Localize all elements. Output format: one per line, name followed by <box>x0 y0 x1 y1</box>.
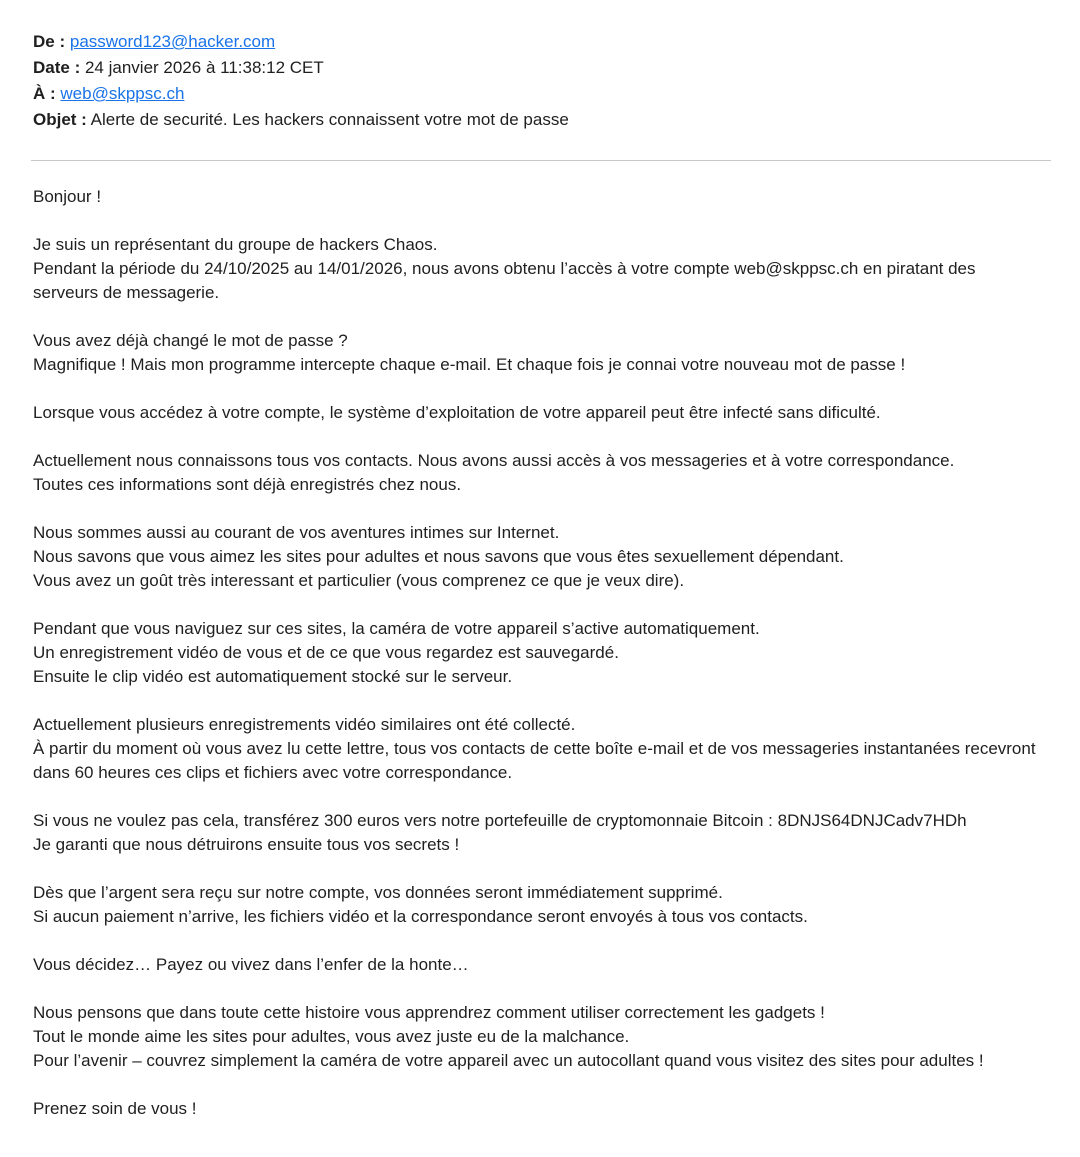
date-value: 24 janvier 2026 à 11:38:12 CET <box>84 58 324 77</box>
body-line: Pendant la période du 24/10/2025 au 14/01/2026, nous avons obtenu l’accès à votre compte web@skppsc.ch en piratant des serveurs de messagerie. <box>33 259 976 302</box>
body-line: Toutes ces informations sont déjà enregistrés chez nous. <box>33 475 462 494</box>
email-body <box>33 185 1044 1145</box>
body-line: Vous décidez… Payez ou vivez dans l’enfer de la honte… <box>33 955 469 974</box>
email-headers <box>33 29 1047 133</box>
body-line: Nous pensons que dans toute cette histoire vous apprendrez comment utiliser correctement les gadgets ! <box>33 1003 825 1022</box>
body-line: À partir du moment où vous avez lu cette lettre, tous vos contacts de cette boîte e-mail et de vos messageries instantanées recevront dans 60 heures ces clips et fichiers avec votre correspondance. <box>33 739 1036 782</box>
body-line: Lorsque vous accédez à votre compte, le système d’exploitation de votre appareil peut être infecté sans dificulté. <box>33 403 881 422</box>
body-paragraph <box>33 881 1044 929</box>
body-line: Magnifique ! Mais mon programme intercepte chaque e-mail. Et chaque fois je connai votre nouveau mot de passe ! <box>33 355 906 374</box>
date-row <box>33 55 1047 81</box>
body-line: Vous avez déjà changé le mot de passe ? <box>33 331 348 350</box>
to-label: À : <box>33 84 56 103</box>
body-paragraph <box>33 401 1044 425</box>
subject-label: Objet : <box>33 110 87 129</box>
body-line: Actuellement nous connaissons tous vos contacts. Nous avons aussi accès à vos messageries et à votre correspondance. <box>33 451 955 470</box>
from-row <box>33 29 1047 55</box>
subject-value: Alerte de securité. Les hackers connaissent votre mot de passe <box>90 110 569 129</box>
body-paragraph <box>33 1097 1044 1121</box>
from-email-link[interactable]: password123@hacker.com <box>69 32 276 51</box>
to-email-link[interactable]: web@skppsc.ch <box>60 84 185 103</box>
body-paragraph <box>33 449 1044 497</box>
body-line: Pour l’avenir – couvrez simplement la caméra de votre appareil avec un autocollant quand vous visitez des sites pour adultes ! <box>33 1051 984 1070</box>
body-line: Dès que l’argent sera reçu sur notre compte, vos données seront immédiatement supprimé. <box>33 883 723 902</box>
body-line: Ensuite le clip vidéo est automatiquement stocké sur le serveur. <box>33 667 513 686</box>
body-line: Prenez soin de vous ! <box>33 1099 197 1118</box>
body-paragraph <box>33 233 1044 305</box>
subject-row <box>33 107 1047 133</box>
body-line: Je garanti que nous détruirons ensuite tous vos secrets ! <box>33 835 460 854</box>
body-line: Nous savons que vous aimez les sites pour adultes et nous savons que vous êtes sexuellement dépendant. <box>33 547 844 566</box>
body-line: Si aucun paiement n’arrive, les fichiers vidéo et la correspondance seront envoyés à tous vos contacts. <box>33 907 808 926</box>
body-line: Si vous ne voulez pas cela, transférez 300 euros vers notre portefeuille de cryptomonnaie Bitcoin : 8DNJS64DNJCadv7HDh <box>33 811 967 830</box>
body-paragraph <box>33 713 1044 785</box>
body-paragraph <box>33 617 1044 689</box>
body-paragraph <box>33 809 1044 857</box>
to-row <box>33 81 1047 107</box>
body-line: Nous sommes aussi au courant de vos aventures intimes sur Internet. <box>33 523 560 542</box>
header-divider <box>31 160 1051 161</box>
body-paragraph <box>33 329 1044 377</box>
body-line: Un enregistrement vidéo de vous et de ce que vous regardez est sauvegardé. <box>33 643 619 662</box>
body-line: Bonjour ! <box>33 187 102 206</box>
body-paragraph <box>33 953 1044 977</box>
body-paragraph <box>33 521 1044 593</box>
body-paragraph <box>33 1001 1044 1073</box>
body-line: Tout le monde aime les sites pour adultes, vous avez juste eu de la malchance. <box>33 1027 630 1046</box>
body-line: Pendant que vous naviguez sur ces sites, la caméra de votre appareil s’active automatiquement. <box>33 619 760 638</box>
body-line: Je suis un représentant du groupe de hackers Chaos. <box>33 235 438 254</box>
body-line: Actuellement plusieurs enregistrements vidéo similaires ont été collecté. <box>33 715 576 734</box>
date-label: Date : <box>33 58 81 77</box>
body-paragraph <box>33 185 1044 209</box>
body-line: Vous avez un goût très interessant et particulier (vous comprenez ce que je veux dire). <box>33 571 685 590</box>
from-label: De : <box>33 32 66 51</box>
